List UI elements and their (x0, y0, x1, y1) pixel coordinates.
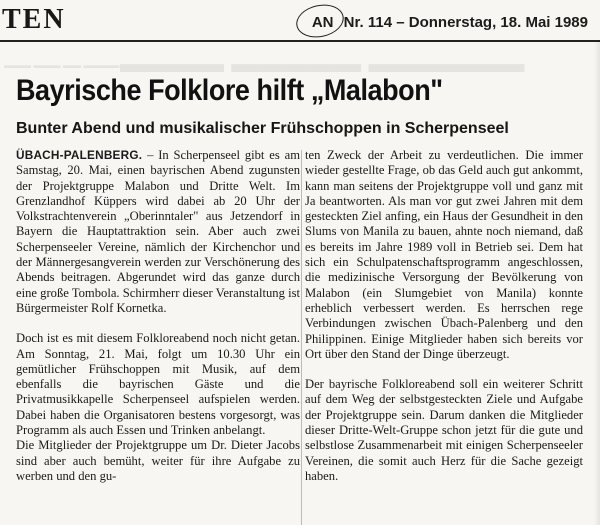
headline: Bayrische Folklore hilft „Malabon" (16, 74, 443, 107)
paragraph-4: Der bayrische Folkloreabend soll ein weiterer Schritt auf dem Weg der selbstgesteckten Ziele und Aufgabe der Projektgruppe sein. Darum danken die Mitglieder dieser Dritte-Welt-Gruppe schon jetzt für die gute und selbstlose Zusammenarbeit mit einigen Scherpenseeler Vereinen, die somit auch Herz für die Sache gezeigt haben. (305, 377, 583, 483)
issue-date: Donnerstag, 18. Mai 1989 (408, 14, 588, 31)
issue-line (306, 14, 588, 31)
article-column-left (16, 148, 300, 499)
paragraph-3-continued: ten Zweck der Arbeit zu verdeutlichen. Die immer wieder gestellte Frage, ob das Geld auch gut ankommt, kann man seitens der Projektgruppe voll und ganz mit Ja beantworten. Als man vor gut zwei Jahren mit dem gesteckten Ziel anfing, ein Haus der Gesundheit in den Slums von Manila zu bauen, ahnte noch niemand, daß es bereits im Jahre 1989 voll in Betrieb sei. Dem hat sich ein Schulpatenschaftsprogramm angeschlossen, die medizinische Versorgung der Bevölkerung von Malabon (ein Slumgebiet von Manila) konnte erheblich verbessert werden. Es herrschen rege Verbindungen zwischen Übach-Palenberg und den Philippinen. Einige Mitglieder haben sich bereits vor Ort über den Stand der Dinge überzeugt. (305, 148, 583, 361)
article-column-right (305, 148, 583, 499)
dateline: ÜBACH-PALENBERG. (16, 148, 143, 162)
issue-number: Nr. 114 (343, 14, 393, 31)
header-rule (0, 40, 600, 42)
paragraph-3-start: Die Mitglieder der Projektgruppe um Dr. Dieter Jacobs sind aber auch bemüht, weiter für ihre Aufgabe zu werben und den gu- (16, 438, 300, 483)
column-divider (301, 150, 302, 525)
subheadline: Bunter Abend und musikalischer Frühschoppen in Scherpenseel (16, 120, 509, 137)
bleed-through-decoration: ▬▬▬ ▬▬▬ ▬▬ ▬▬▬▬ (4, 60, 120, 70)
paper-code-circled: AN (306, 14, 340, 31)
page-edge-shadow (594, 40, 600, 525)
paragraph-2: Doch ist es mit diesem Folkloreabend noch nicht getan. Am Sonntag, 21. Mai, folgt um 10.30 Uhr ein gemütlicher Frühschoppen mit Musik, auf dem ebenfalls die bayrischen Gäste und die Privatmusikkapelle Scherpenseel aufspielen werden. Dabei haben die Organisatoren bestens vorgesorgt, was Programm als auch Essen und Trinken anbelangt. (16, 331, 300, 438)
issue-separator: – (396, 14, 405, 31)
paragraph-1-text: – In Scherpenseel gibt es am Samstag, 20. Mai, einen bayrischen Abend zugunsten der Projektgruppe Malabon und Dritte Welt. Im Grenzlandhof Küppers wird dabei ab 20 Uhr der Volkstrachtenverein „Oberinntaler" aus Jetzendorf in Bayern die Hauptattraktion sein. Aber auch zwei Scherpenseeler Vereine, nämlich der Kirchenchor und der Männergesangverein werden zur Verschönerung des Abends beitragen. Abgerundet wird das ganze durch eine große Tombola. Schirmherr dieser Veranstaltung ist Bürgermeister Rolf Kornetka. (16, 148, 300, 315)
bleed-through-decoration: ▬▬▬▬ ▬▬▬▬▬ ▬▬▬▬▬▬ (120, 48, 525, 78)
paragraph-1 (16, 148, 300, 316)
section-header: TEN (2, 4, 66, 35)
